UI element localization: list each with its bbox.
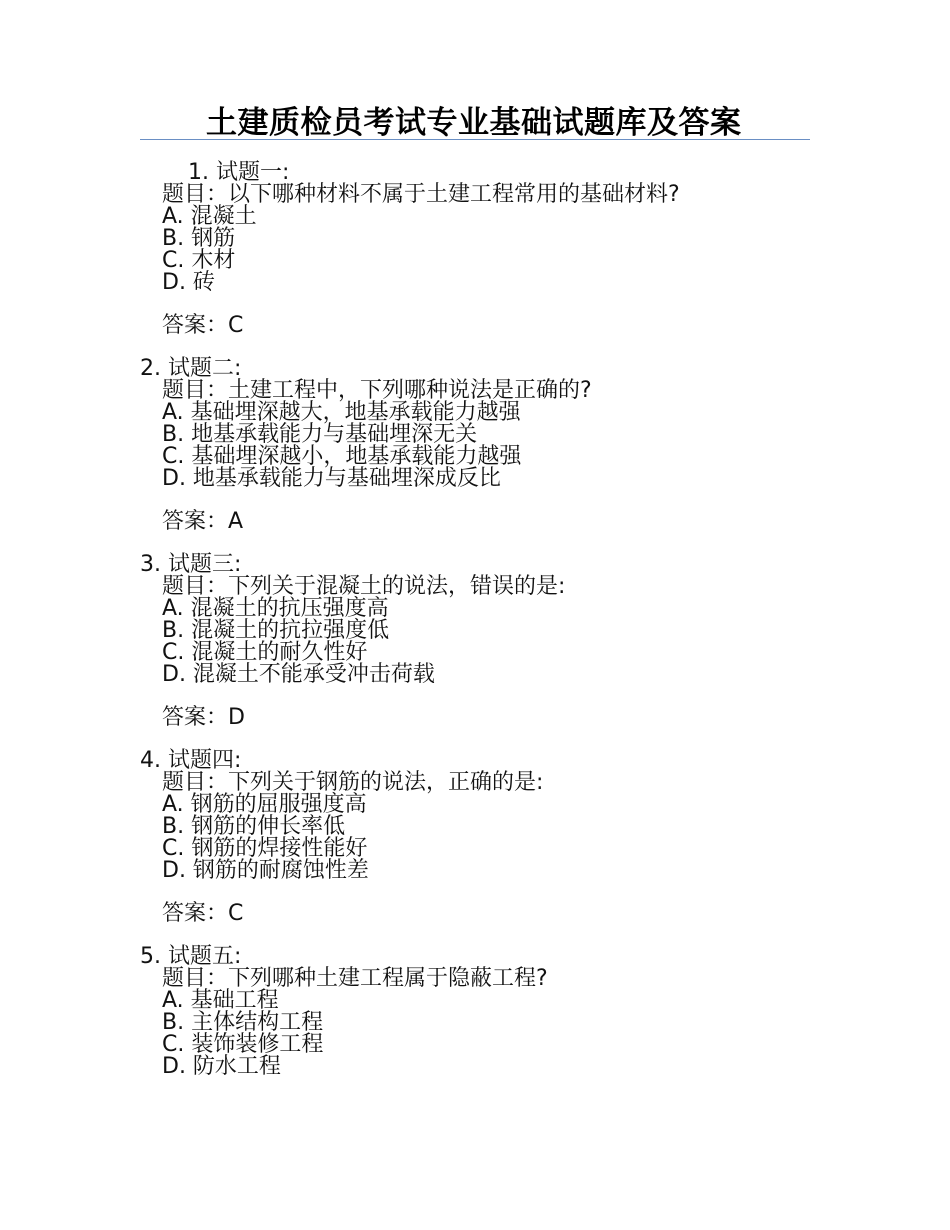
option-a: A. 混凝土 bbox=[162, 204, 257, 229]
option-b: B. 钢筋的伸长率低 bbox=[162, 814, 346, 839]
question-stem: 题目：土建工程中，下列哪种说法是正确的? bbox=[162, 378, 592, 403]
question-heading: 2. 试题二: bbox=[140, 356, 242, 381]
question-heading: 3. 试题三: bbox=[140, 552, 242, 577]
question-block bbox=[140, 162, 840, 337]
option-d: D. 地基承载能力与基础埋深成反比 bbox=[162, 466, 501, 491]
answer-line: 答案：A bbox=[162, 509, 244, 534]
option-c: C. 木材 bbox=[162, 248, 236, 273]
option-a: A. 基础工程 bbox=[162, 988, 279, 1013]
question-body bbox=[140, 380, 840, 533]
option-c: C. 装饰装修工程 bbox=[162, 1032, 324, 1057]
question-body bbox=[140, 576, 840, 729]
question-stem: 题目：下列关于钢筋的说法，正确的是: bbox=[162, 770, 544, 795]
question-stem: 题目：下列关于混凝土的说法，错误的是: bbox=[162, 574, 566, 599]
option-d: D. 砖 bbox=[162, 270, 215, 295]
title-underline bbox=[140, 139, 810, 140]
question-stem: 题目：下列哪种土建工程属于隐蔽工程? bbox=[162, 966, 548, 991]
question-block bbox=[140, 358, 840, 533]
question-block bbox=[140, 946, 840, 1078]
question-heading: 5. 试题五: bbox=[140, 944, 242, 969]
question-heading: 1. 试题一: bbox=[188, 160, 290, 185]
option-c: C. 基础埋深越小，地基承载能力越强 bbox=[162, 444, 522, 469]
document-title: 土建质检员考试专业基础试题库及答案 bbox=[206, 105, 742, 141]
option-d: D. 钢筋的耐腐蚀性差 bbox=[162, 858, 369, 883]
question-heading: 4. 试题四: bbox=[140, 748, 242, 773]
question-block bbox=[140, 554, 840, 729]
option-d: D. 混凝土不能承受冲击荷载 bbox=[162, 662, 435, 687]
question-body bbox=[140, 184, 840, 337]
question-body bbox=[140, 772, 840, 925]
answer-line: 答案：C bbox=[162, 901, 244, 926]
question-stem: 题目：以下哪种材料不属于土建工程常用的基础材料? bbox=[162, 182, 680, 207]
question-body bbox=[140, 968, 840, 1078]
answer-line: 答案：C bbox=[162, 313, 244, 338]
option-a: A. 基础埋深越大，地基承载能力越强 bbox=[162, 400, 521, 425]
question-block bbox=[140, 750, 840, 925]
option-b: B. 混凝土的抗拉强度低 bbox=[162, 618, 390, 643]
option-b: B. 地基承载能力与基础埋深无关 bbox=[162, 422, 478, 447]
answer-line: 答案：D bbox=[162, 705, 245, 730]
option-c: C. 钢筋的焊接性能好 bbox=[162, 836, 368, 861]
option-a: A. 钢筋的屈服强度高 bbox=[162, 792, 367, 817]
option-c: C. 混凝土的耐久性好 bbox=[162, 640, 368, 665]
option-d: D. 防水工程 bbox=[162, 1054, 281, 1079]
option-b: B. 钢筋 bbox=[162, 226, 236, 251]
option-b: B. 主体结构工程 bbox=[162, 1010, 324, 1035]
option-a: A. 混凝土的抗压强度高 bbox=[162, 596, 389, 621]
